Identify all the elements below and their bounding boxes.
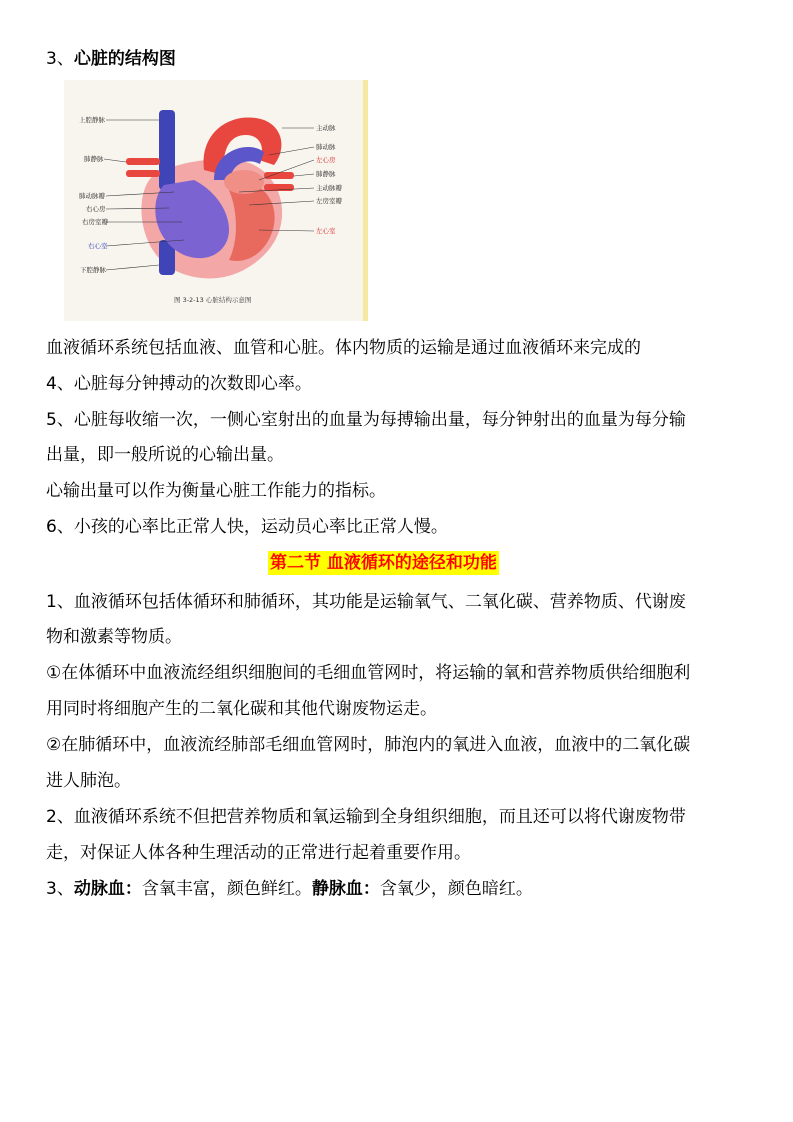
figure-caption: 图 3-2-13 心脏结构示意图 [174,296,252,304]
paragraph-heart-rate: 4、心脏每分钟搏动的次数即心率。 [46,374,312,394]
section-title: 第二节 血液循环的途径和功能 [270,553,497,573]
label-aortic-valve: 主动脉瓣 [316,184,342,192]
def-arterial-blood: 含氧丰富，颜色鲜红。 [141,879,312,899]
superior-vena-cava-shape [159,110,175,190]
blood-types-number: 3、 [46,879,74,899]
section-paragraph-1a: 1、血液循环包括体循环和肺循环，其功能是运输氧气、二氧化碳、营养物质、代谢废 [46,592,686,612]
section-paragraph-3a: ②在肺循环中，血液流经肺部毛细血管网时，肺泡内的氧进入血液，血液中的二氧化碳 [46,735,691,755]
paragraph-heart-rate-comparison: 6、小孩的心率比正常人快，运动员心率比正常人慢。 [46,517,448,537]
label-pulmonary-vein-right: 肺静脉 [316,170,336,178]
heading-title: 心脏的结构图 [73,49,176,69]
label-superior-vena-cava: 上腔静脉 [79,116,105,124]
section-paragraph-3b: 进人肺泡。 [46,771,131,791]
label-right-av-valve: 右房室瓣 [82,218,108,226]
label-left-ventricle: 左心室 [316,227,336,235]
term-arterial-blood: 动脉血： [73,879,142,899]
heading-number: 3、 [46,49,74,69]
left-atrium-shape [224,170,264,194]
section-paragraph-2a: ①在体循环中血液流经组织细胞间的毛细血管网时，将运输的氧和营养物质供给细胞利 [46,663,691,683]
heart-structure-figure [64,80,368,321]
label-left-av-valve: 左房室瓣 [316,197,342,205]
paragraph-stroke-volume-1: 5、心脏每收缩一次，一侧心室射出的血量为每搏输出量，每分钟射出的血量为每分输 [46,410,686,430]
paragraph-circulatory-system: 血液循环系统包括血液、血管和心脏。体内物质的运输是通过血液循环来完成的 [46,338,641,358]
section-paragraph-2b: 用同时将细胞产生的二氧化碳和其他代谢废物运走。 [46,699,437,719]
label-right-ventricle: 右心室 [88,242,108,250]
section-paragraph-4a: 2、血液循环系统不但把营养物质和氧运输到全身组织细胞，而且还可以将代谢废物带 [46,807,686,827]
paragraph-cardiac-output: 心输出量可以作为衡量心脏工作能力的指标。 [46,481,386,501]
label-right-atrium: 右心房 [86,205,106,213]
heading [46,47,176,71]
label-inferior-vena-cava: 下腔静脉 [80,266,106,274]
section-paragraph-1b: 物和激素等物质。 [46,627,182,647]
section-paragraph-4b: 走，对保证人体各种生理活动的正常进行起着重要作用。 [46,843,471,863]
label-pulmonary-vein-left: 肺静脉 [84,155,104,163]
section-paragraph-blood-types [46,877,533,901]
heart-diagram [64,80,368,321]
label-left-atrium: 左心房 [316,156,336,164]
label-pulmonary-valve: 肺动脉瓣 [79,192,105,200]
label-pulmonary-artery: 肺动脉 [316,143,336,151]
def-venous-blood: 含氧少，颜色暗红。 [379,879,533,899]
term-venous-blood: 静脉血： [311,879,380,899]
paragraph-stroke-volume-2: 出量，即一般所说的心输出量。 [46,445,284,465]
label-aorta: 主动脉 [316,124,336,132]
